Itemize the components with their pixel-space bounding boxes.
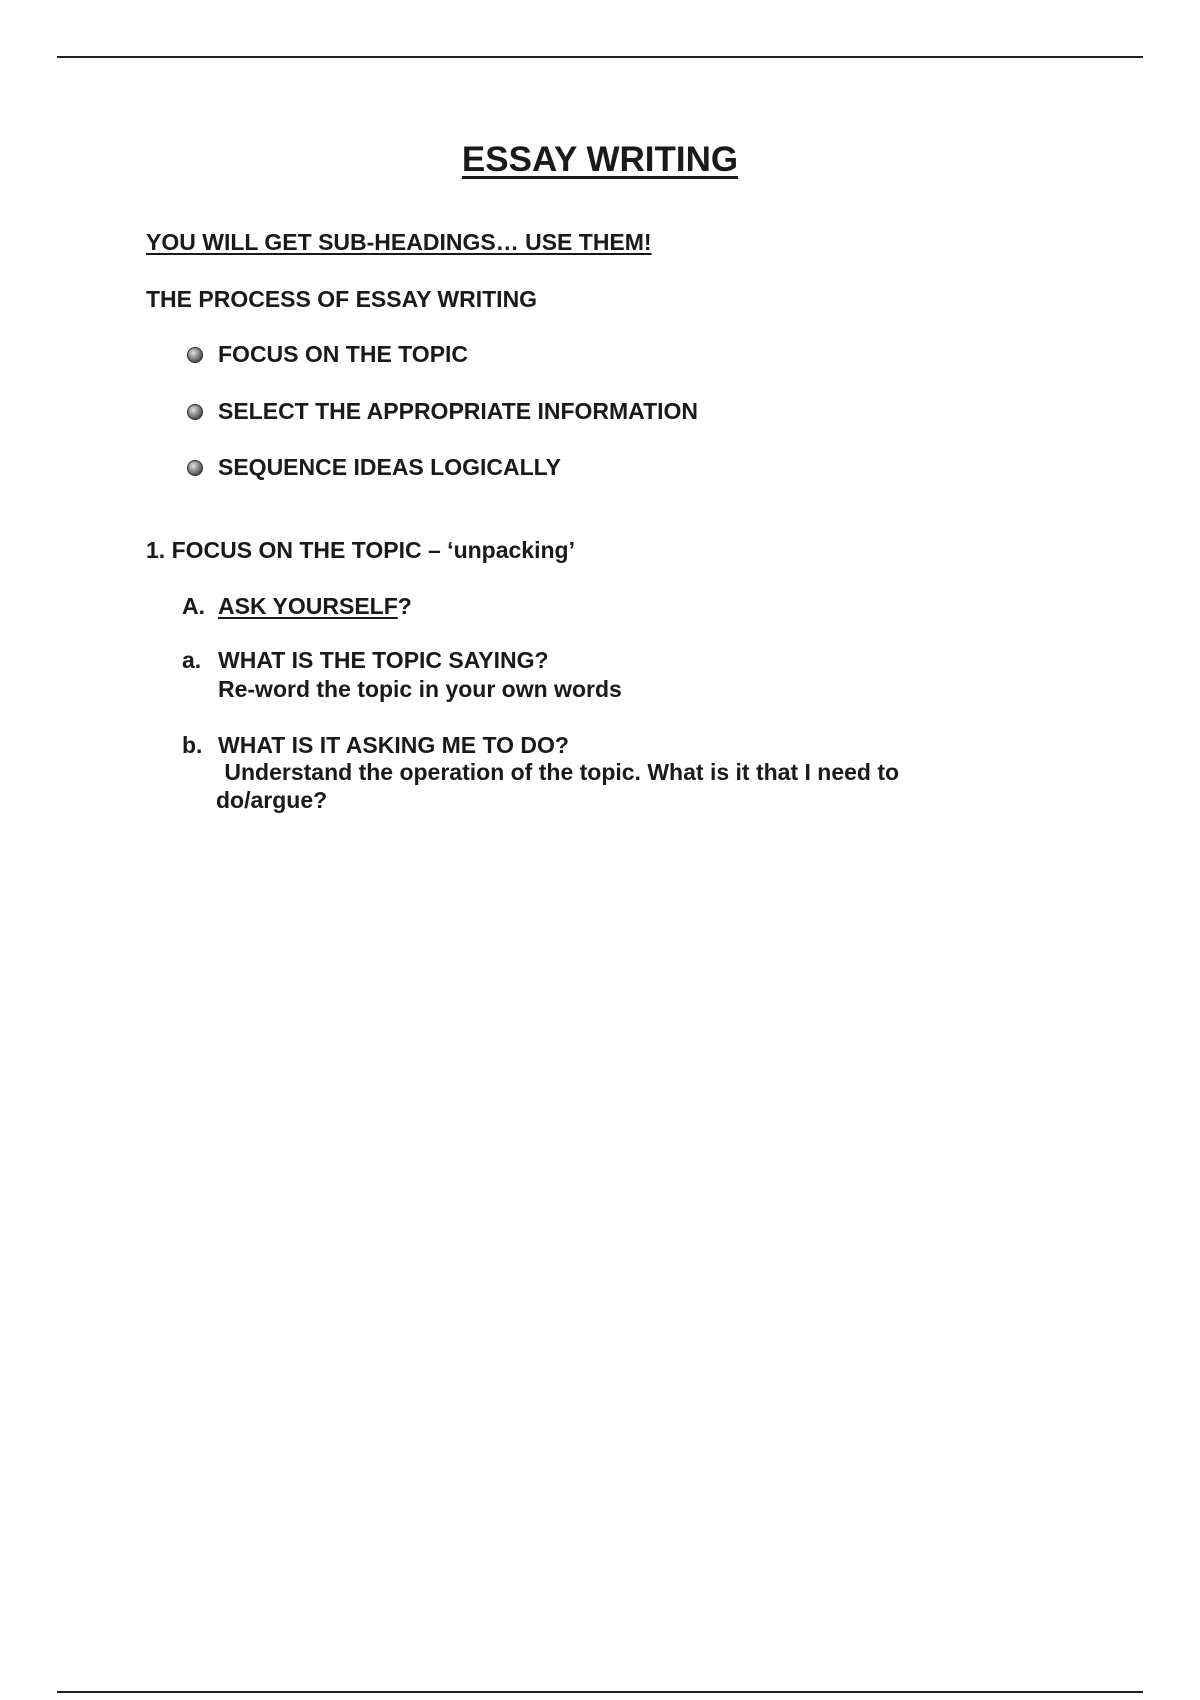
process-step-sequence: SEQUENCE IDEAS LOGICALLY bbox=[218, 454, 561, 480]
bullet-icon bbox=[187, 460, 203, 476]
process-step-select: SELECT THE APPROPRIATE INFORMATION bbox=[218, 398, 699, 424]
item-a-question: WHAT IS THE TOPIC SAYING? bbox=[218, 647, 549, 673]
item-a-marker: a. bbox=[182, 647, 202, 673]
subheading-tip: YOU WILL GET SUB-HEADINGS… USE THEM! bbox=[146, 229, 652, 255]
ask-yourself-text: ASK YOURSELF bbox=[218, 593, 398, 619]
item-b-detail-line-1: Understand the operation of the topic. What is it that I need to bbox=[218, 759, 900, 785]
item-b-question: WHAT IS IT ASKING ME TO DO? bbox=[218, 732, 569, 758]
bullet-icon bbox=[187, 347, 203, 363]
bullet-icon bbox=[187, 404, 203, 420]
item-b-detail-line-2: do/argue? bbox=[216, 787, 328, 813]
item-a-detail: Re-word the topic in your own words bbox=[218, 676, 622, 702]
header-rule bbox=[57, 56, 1143, 58]
process-heading: THE PROCESS OF ESSAY WRITING bbox=[146, 286, 538, 312]
item-b-marker: b. bbox=[182, 732, 203, 758]
process-step-focus: FOCUS ON THE TOPIC bbox=[218, 341, 469, 367]
ask-marker: A. bbox=[182, 593, 205, 619]
document-title bbox=[0, 140, 1200, 180]
section-1-heading: 1. FOCUS ON THE TOPIC – ‘unpacking’ bbox=[146, 537, 575, 563]
ask-yourself-suffix: ? bbox=[397, 593, 412, 619]
ask-yourself bbox=[218, 592, 412, 620]
document-title-text: ESSAY WRITING bbox=[461, 140, 739, 179]
footer-rule bbox=[57, 1691, 1143, 1693]
